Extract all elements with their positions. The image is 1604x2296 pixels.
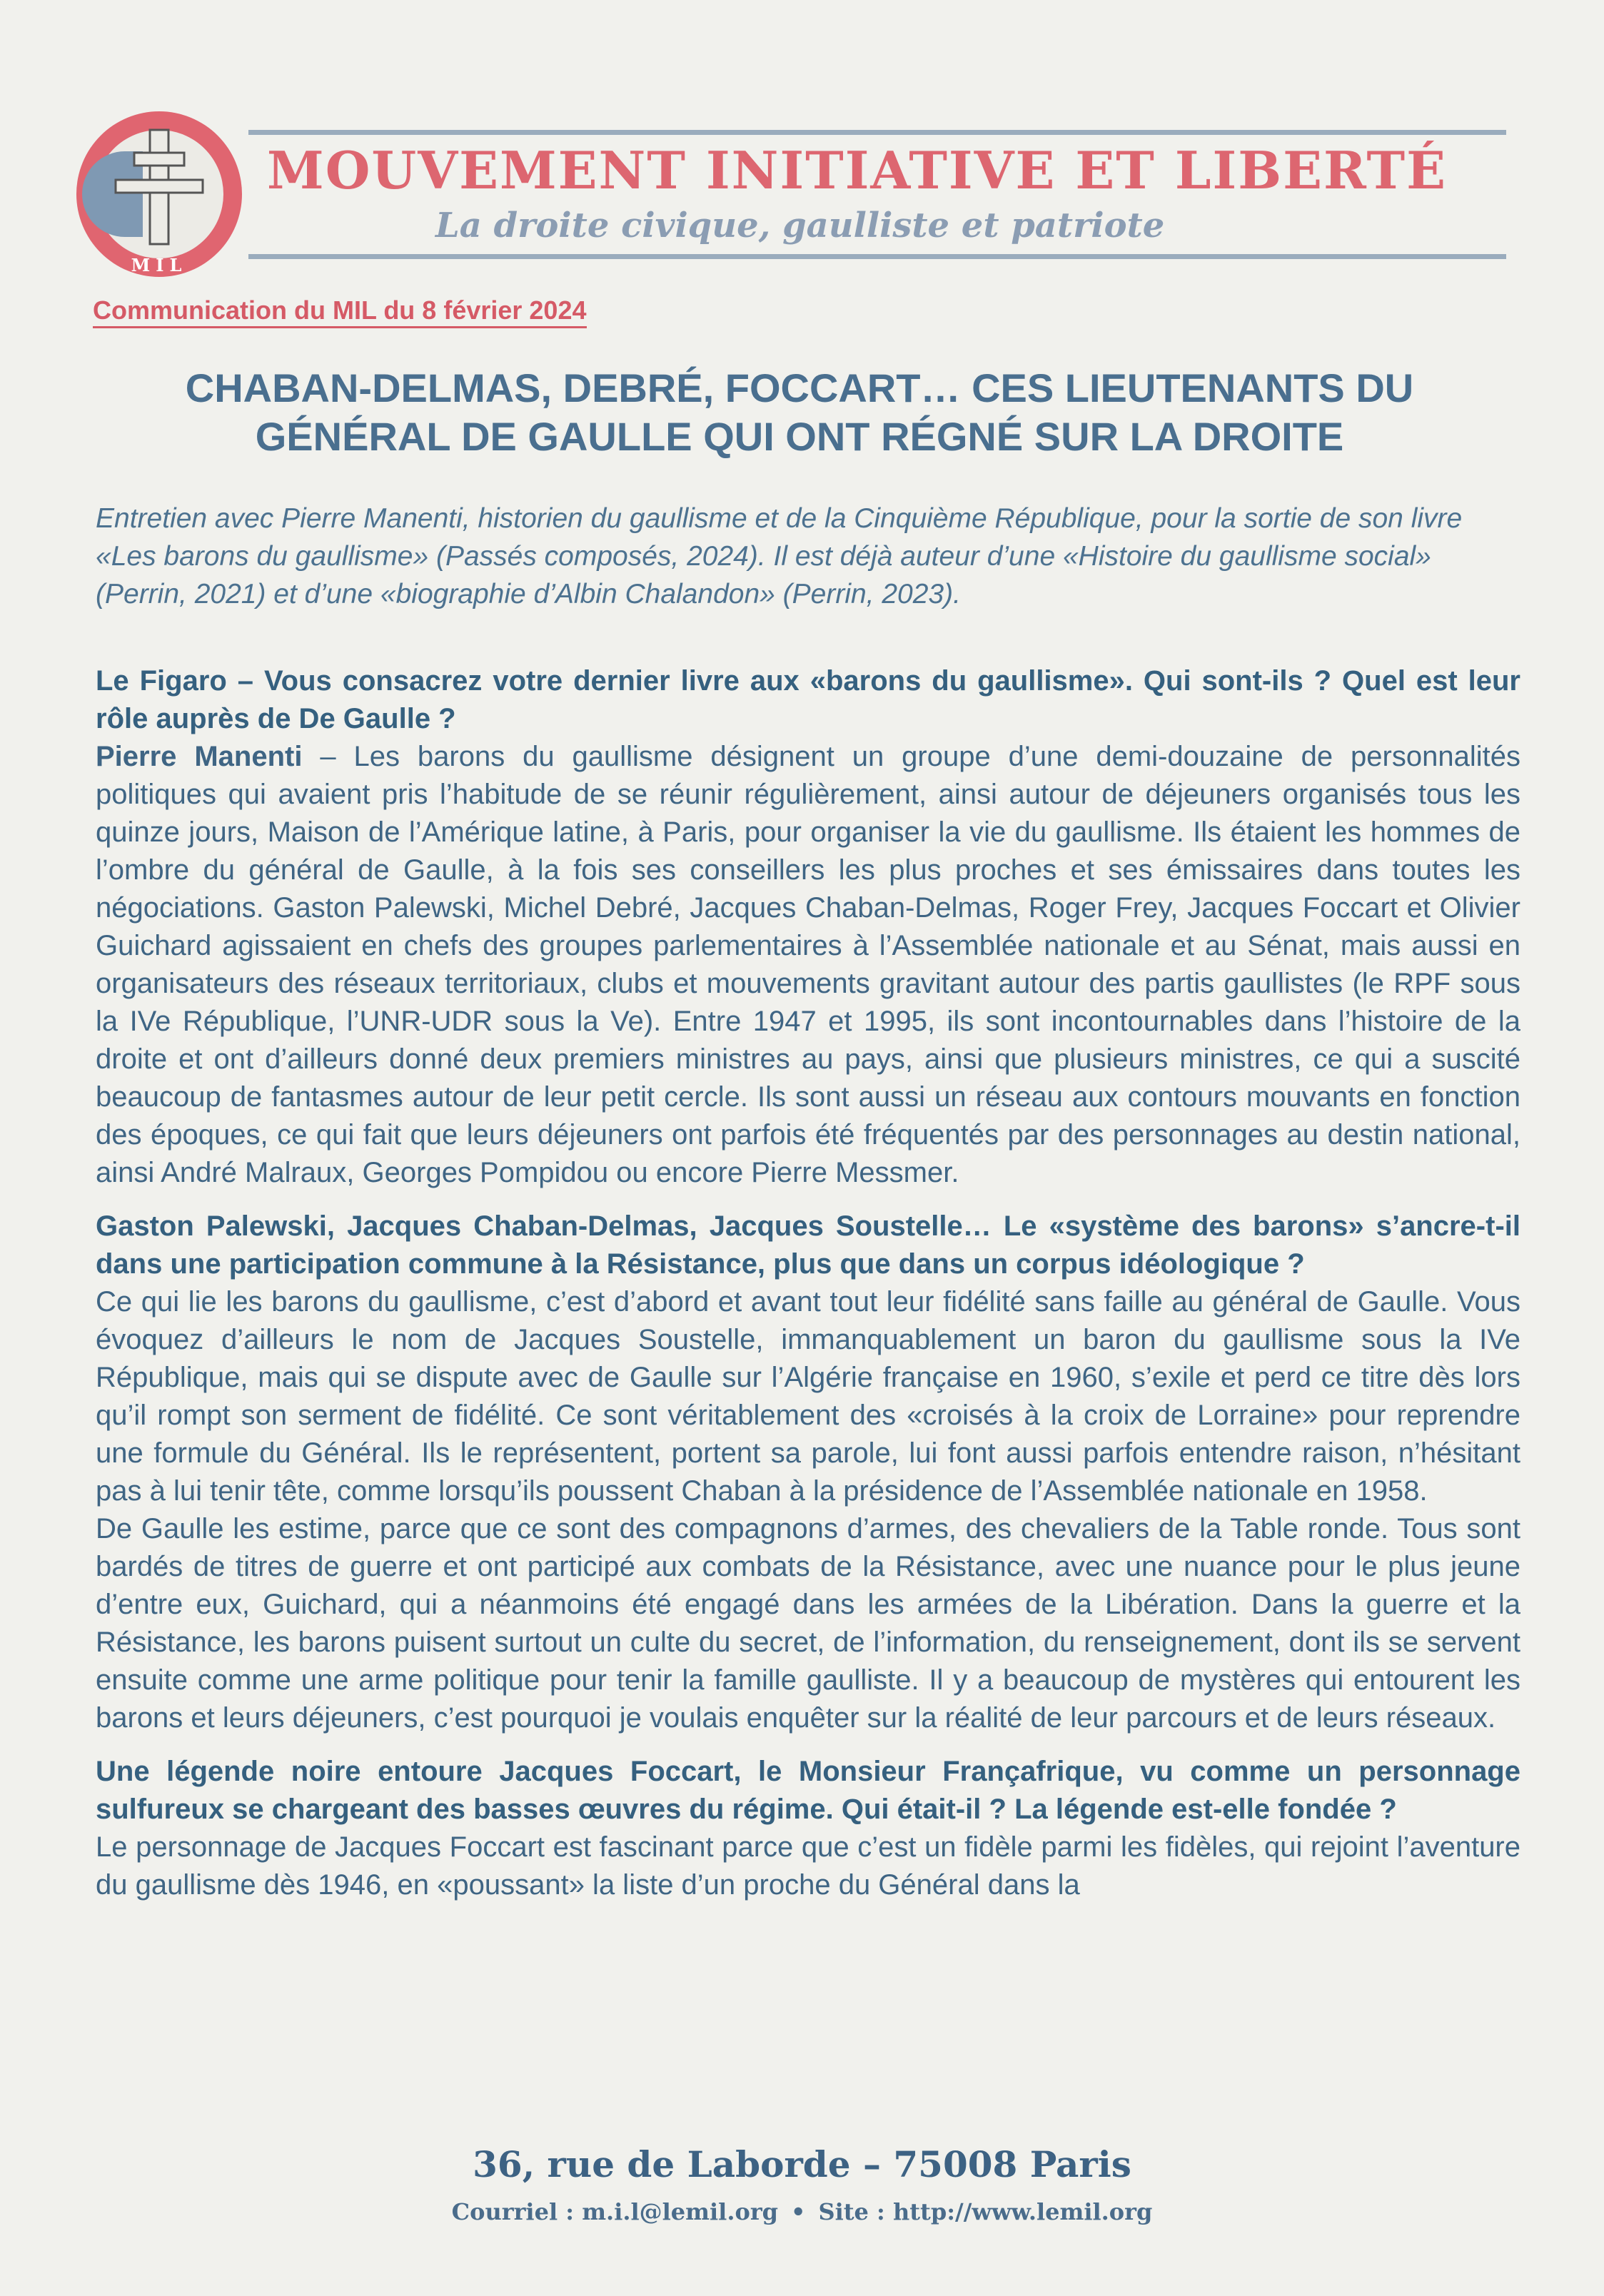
org-name: MOUVEMENT INITIATIVE ET LIBERTÉ [267,140,1447,201]
question-1: Le Figaro – Vous consacrez votre dernier livre aux «barons du gaullisme». Qui sont-ils ? Quel est leur rôle auprès de De Gaulle ? [96,665,1520,734]
question-3: Une légende noire entoure Jacques Foccart, le Monsieur Françafrique, vu comme un personnage sulfureux se chargeant des basses œuvres du régime. Qui était-il ? La légende est-elle fondée ? [96,1756,1520,1825]
document-title [100,364,1499,461]
footer-address: 36, rue de Laborde – 75008 Paris [473,2143,1131,2185]
article-body [96,662,1520,1904]
answer-2: Ce qui lie les barons du gaullisme, c’est d’abord et avant tout leur fidélité sans faille au général de Gaulle. Vous évoquez d’ailleurs le nom de Jacques Soustelle, immanquablement un baron du gaullisme sous la IVe République, mais qui se dispute avec de Gaulle sur l’Algérie française en 1960, s’exile et perd ce titre dès lors qu’il rompt son serment de fidélité. Ce sont véritablement des «croisés à la croix de Lorraine» pour reprendre une formule du Général. Ils le représentent, portent sa parole, lui font aussi parfois entendre raison, n’hésitant pas à lui tenir tête, comme lorsqu’ils poussent Chaban à la présidence de l’Assemblée nationale en 1958. [96,1286,1520,1507]
mil-logo [71,108,247,280]
header-rule-top [248,130,1506,135]
answer-3: Le personnage de Jacques Foccart est fascinant parce que c’est un fidèle parmi les fidèles, qui rejoint l’aventure du gaullisme dès 1946, en «poussant» la liste d’un proche du Général dans la [96,1831,1520,1901]
answer-1-speaker: Pierre Manenti [96,741,303,772]
title-line-1: CHABAN-DELMAS, DEBRÉ, FOCCART… CES LIEUTENANTS DU [185,365,1414,410]
footer-email: Courriel : m.i.l@lemil.org [451,2198,779,2225]
answer-2-continued: De Gaulle les estime, parce que ce sont des compagnons d’armes, des chevaliers de la Table ronde. Tous sont bardés de titres de guerre et ont participé aux combats de la Résistance, avec une nuance pour le plus jeune d’entre eux, Guichard, qui a néanmoins été engagé dans les armées de la Libération. Dans la guerre et la Résistance, les barons puisent surtout un culte du secret, de l’information, du renseignement, dont ils se servent ensuite comme une arme politique pour tenir la famille gaulliste. Il y a beaucoup de mystères qui entourent les barons et leurs déjeuners, c’est pourquoi je voulais enquêter sur la réalité de leur parcours et de leurs réseaux. [96,1513,1520,1734]
answer-1-text: – Les barons du gaullisme désignent un groupe d’une demi-douzaine de personnalités politiques qui avaient pris l’habitude de se réunir régulièrement, ainsi autour de déjeuners organisés tous les quinze jours, Maison de l’Amérique latine, à Paris, pour organiser la vie du gaullisme. Ils étaient les hommes de l’ombre du général de Gaulle, à la fois ses conseillers les plus proches et ses émissaires dans toutes les négociations. Gaston Palewski, Michel Debré, Jacques Chaban-Delmas, Roger Frey, Jacques Foccart et Olivier Guichard agissaient en chefs des groupes parlementaires à l’Assemblée nationale et au Sénat, mais aussi en organisateurs des réseaux territoriaux, clubs et mouvements gravitant autour des partis gaullistes (le RPF sous la IVe République, l’UNR-UDR sous la Ve). Entre 1947 et 1995, ils sont incontournables dans l’histoire de la droite et ont d’ailleurs donné deux premiers ministres au pays, ainsi que plusieurs ministres, ce qui a suscité beaucoup de fantasmes autour de leur petit cercle. Ils sont aussi un réseau aux contours mouvants en fonction des époques, ce qui fait que leurs déjeuners ont parfois été fréquentés par des personnages au destin national, ainsi André Malraux, Georges Pompidou ou encore Pierre Messmer. [96,741,1520,1188]
answer-1 [96,738,1520,1192]
title-line-2: GÉNÉRAL DE GAULLE QUI ONT RÉGNÉ SUR LA DROITE [255,414,1344,459]
communication-date: Communication du MIL du 8 février 2024 [93,295,587,328]
cross-of-lorraine-icon [71,108,247,280]
footer-separator: • [791,2198,806,2225]
question-2: Gaston Palewski, Jacques Chaban-Delmas, Jacques Soustelle… Le «système des barons» s’ancre-t-il dans une participation commune à la Résistance, plus que dans un corpus idéologique ? [96,1210,1520,1280]
footer-site: Site : http://www.lemil.org [818,2198,1153,2225]
org-tagline: La droite civique, gaulliste et patriote [435,206,1165,246]
svg-text:MIL: MIL [131,255,188,275]
footer-contact [0,2198,1604,2225]
header-rule-bottom [248,254,1506,259]
intro-paragraph: Entretien avec Pierre Manenti, historien du gaullisme et de la Cinquième République, pour la sortie de son livre «Les barons du gaullisme» (Passés composés, 2024). Il est déjà auteur d’une «Histoire du gaullisme social» (Perrin, 2021) et d’une «biographie d’Albin Chalandon» (Perrin, 2023). [96,503,1463,610]
